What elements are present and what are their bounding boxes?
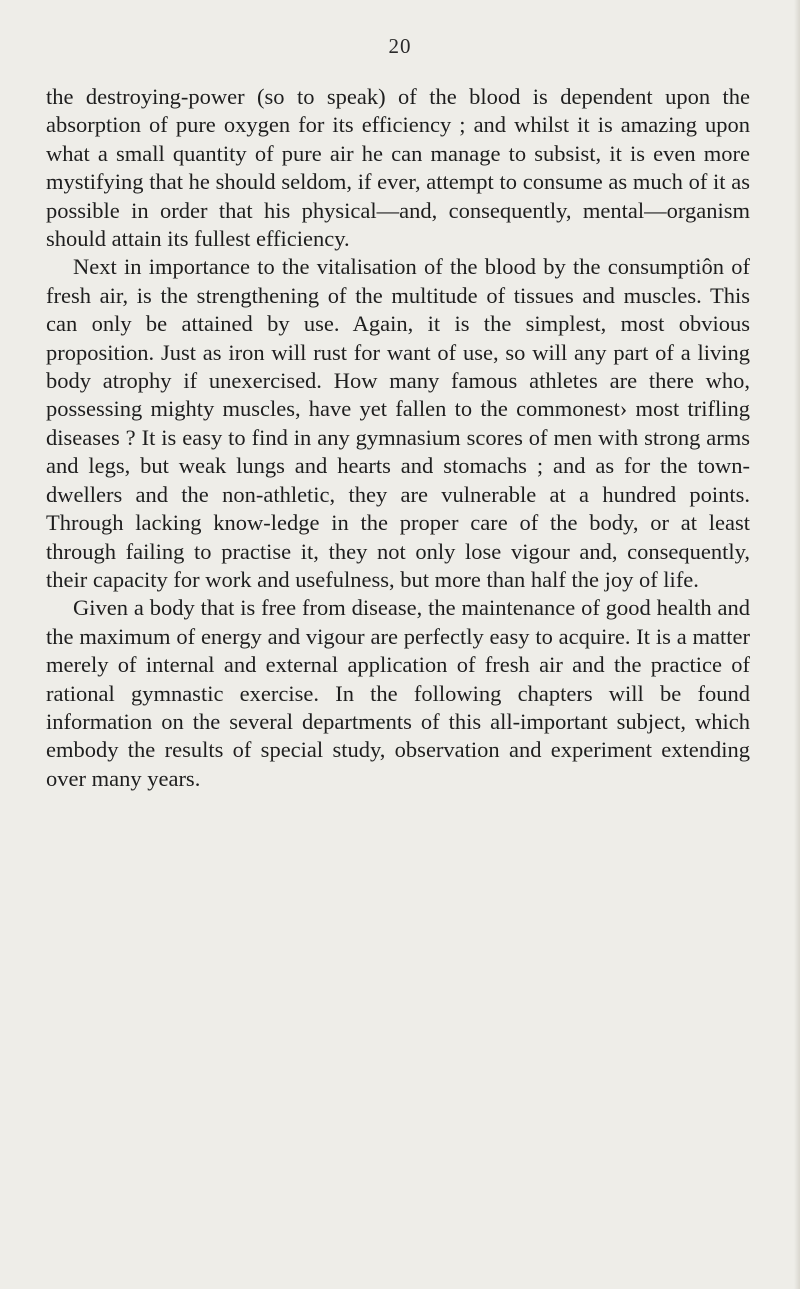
body-text xyxy=(46,83,750,793)
page-number: 20 xyxy=(388,34,412,58)
paragraph-2: Next in importance to the vitalisation of the blood by the consumptiôn of fresh air, is the strengthening of the multitude of tissues and muscles. This can only be attained by use. Again, it is the simplest, most obvious proposition. Just as iron will rust for want of use, so will any part of a living body atrophy if unexercised. How many famous athletes are there who, possessing mighty muscles, have yet fallen to the commonest› most trifling diseases ? It is easy to find in any gymnasium scores of men with strong arms and legs, but weak lungs and hearts and stomachs ; and as for the town-dwellers and the non-athletic, they are vulnerable at a hundred points. Through lacking know-ledge in the proper care of the body, or at least through failing to practise it, they not only lose vigour and, consequently, their capacity for work and usefulness, but more than half the joy of life. xyxy=(46,254,750,592)
page-edge-shadow xyxy=(794,0,800,1289)
paragraph-3: Given a body that is free from disease, the maintenance of good health and the maximum of energy and vigour are perfectly easy to acquire. It is a matter merely of internal and external application of fresh air and the practice of rational gymnastic exercise. In the following chapters will be found information on the several departments of this all-important subject, which embody the results of special study, observation and experiment extending over many years. xyxy=(46,595,750,791)
paragraph-1: the destroying-power (so to speak) of the blood is dependent upon the absorption of pure oxygen for its efficiency ; and whilst it is amazing upon what a small quantity of pure air he can manage to subsist, it is even more mystifying that he should seldom, if ever, attempt to consume as much of it as possible in order that his physical—and, consequently, mental—organism should attain its fullest efficiency. xyxy=(46,84,750,252)
